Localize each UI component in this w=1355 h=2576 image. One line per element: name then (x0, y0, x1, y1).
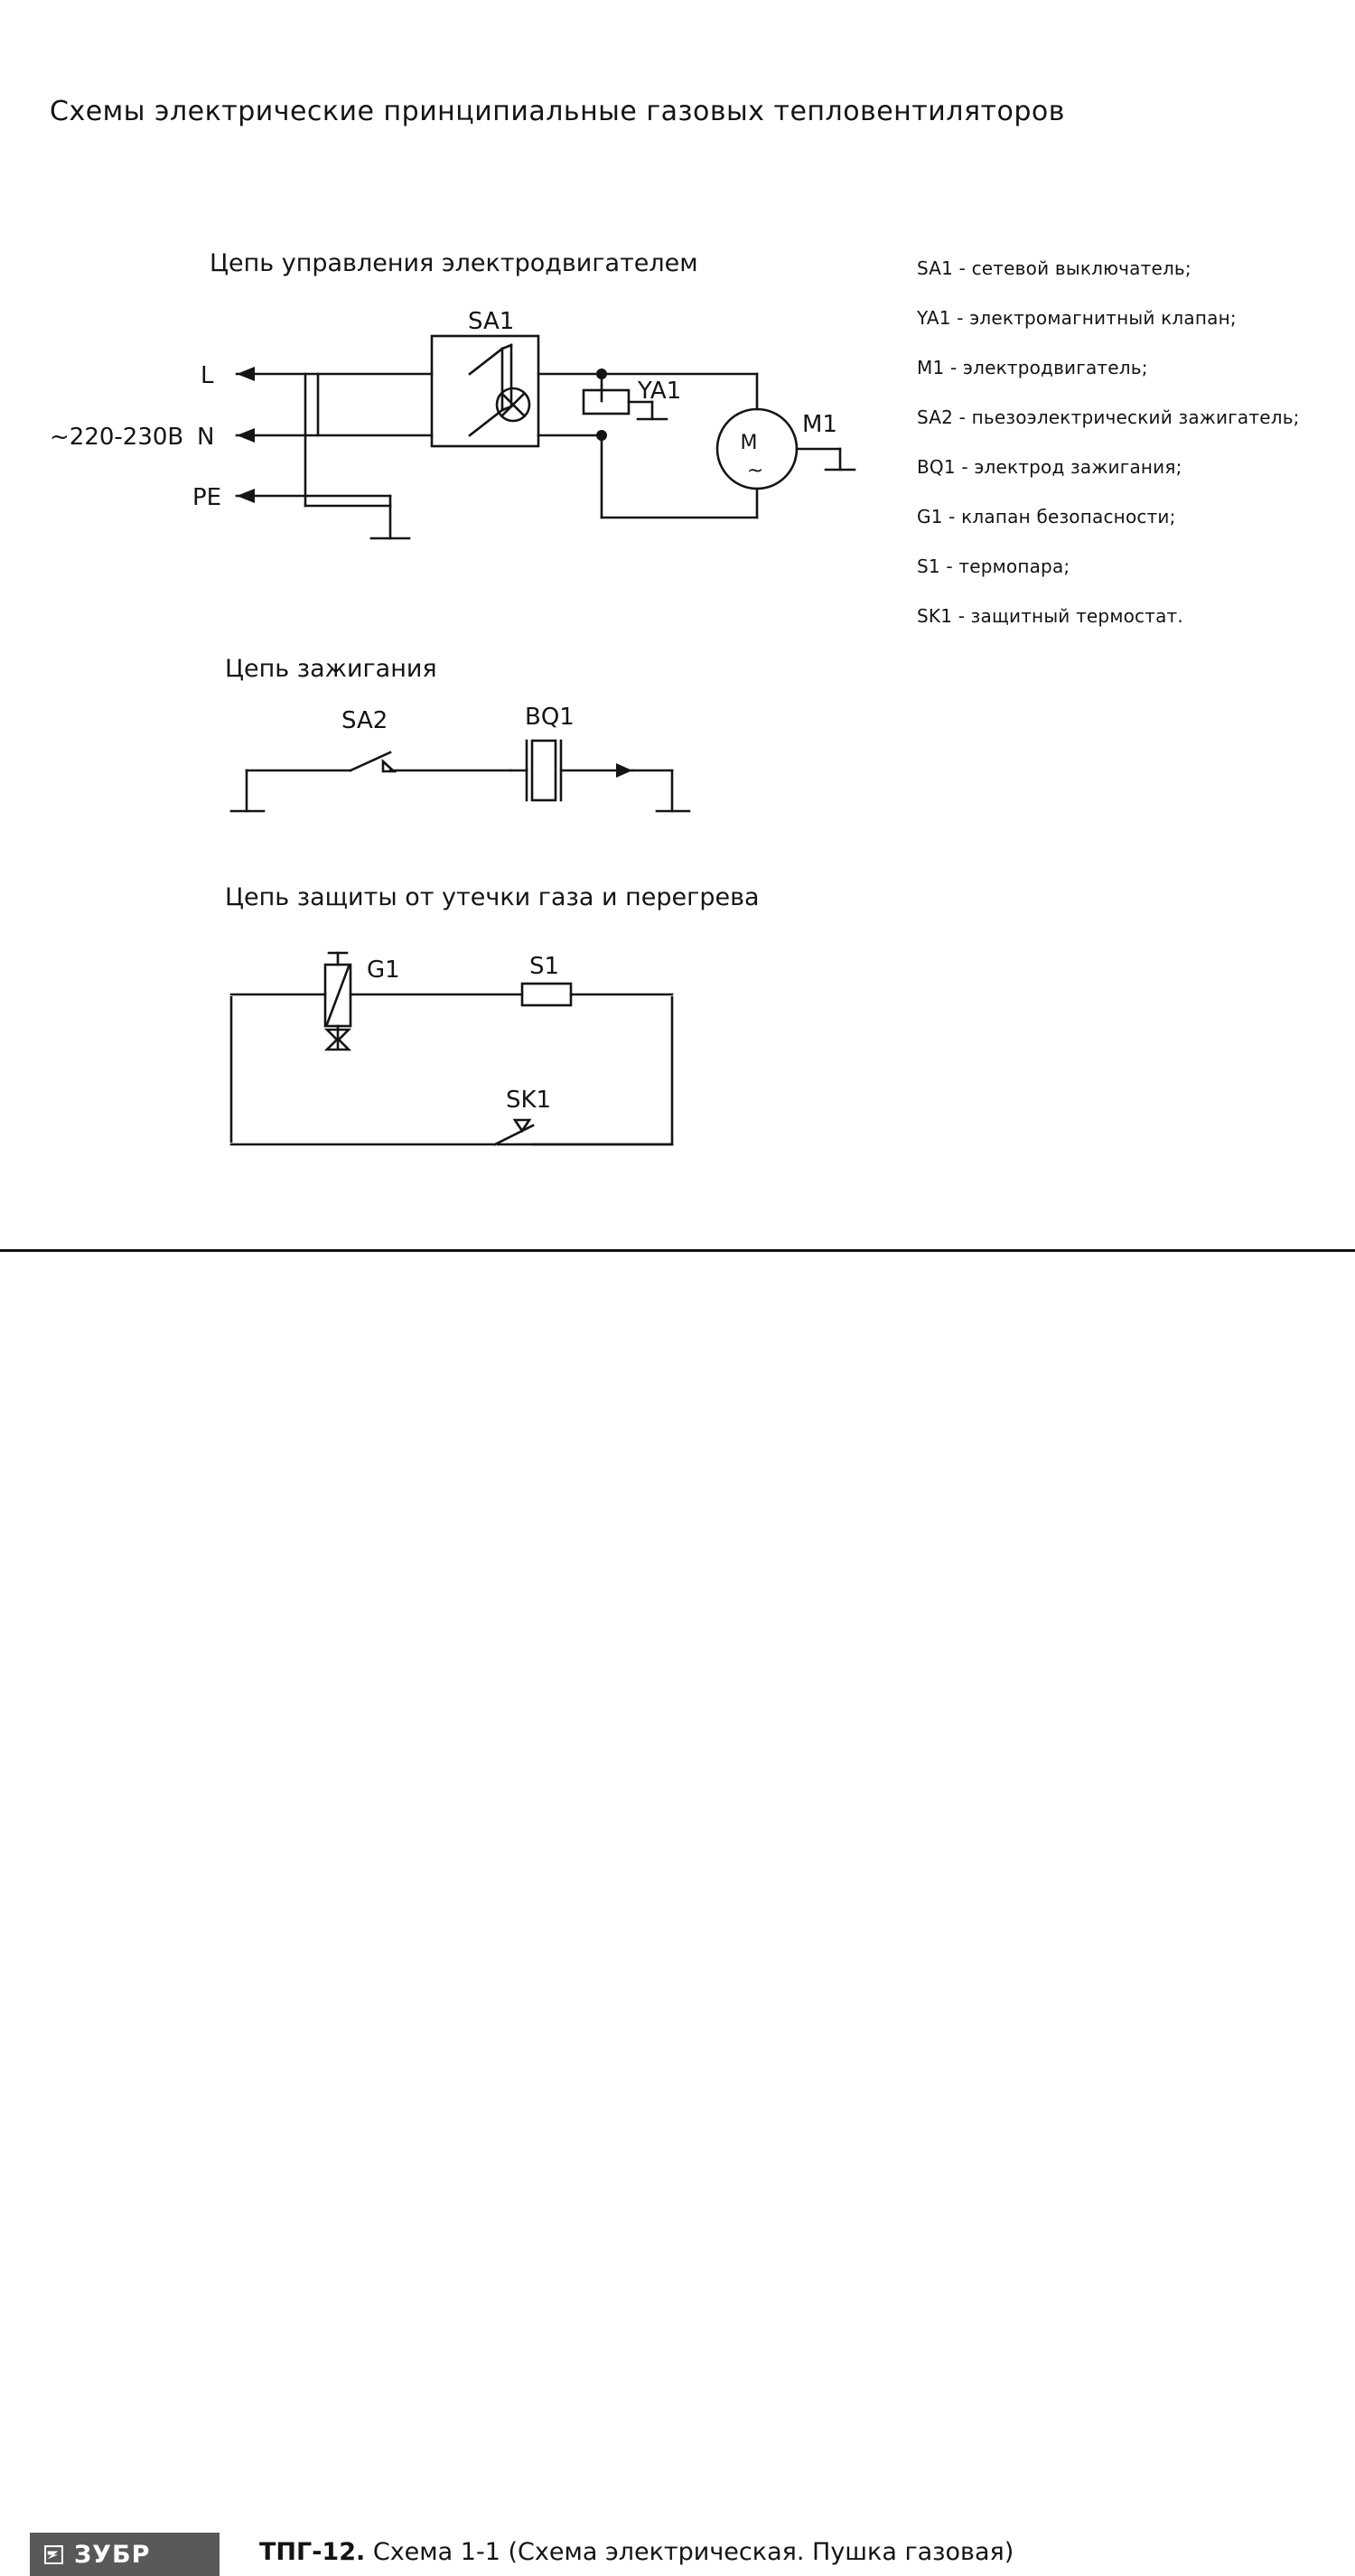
label-sk1: SK1 (506, 1087, 552, 1114)
legend-item-sa1: SA1 - сетевой выключатель; (917, 257, 1191, 279)
legend-item-m1: M1 - электродвигатель; (917, 357, 1148, 378)
label-motor-symbol-ac: ~ (746, 460, 764, 482)
footer-description: Схема 1-1 (Схема электрическая. Пушка газовая) (365, 2538, 1014, 2566)
label-m1: M1 (802, 411, 837, 438)
label-terminal-L: L (201, 362, 214, 389)
page-title: Схемы электрические принципиальные газовых тепловентиляторов (50, 96, 1065, 127)
arrow-N (237, 428, 255, 443)
switch-linkage-3 (502, 345, 511, 349)
legend (917, 257, 1341, 655)
protection-loop (231, 994, 672, 1144)
label-sa1: SA1 (468, 308, 515, 335)
footer-caption (259, 2538, 1014, 2566)
section-title-ignition: Цепь зажигания (225, 655, 437, 683)
section-title-motor-control: Цепь управления электродвигателем (210, 249, 698, 277)
label-sa2: SA2 (341, 707, 388, 734)
arrow-L (237, 367, 255, 381)
label-supply-voltage: ~220-230В (50, 424, 184, 451)
legend-item-s1: S1 - термопара; (917, 555, 1070, 577)
label-terminal-PE: PE (192, 484, 222, 511)
label-s1: S1 (529, 953, 560, 980)
brand-name: ЗУБР (74, 2540, 151, 2569)
bq1-body (532, 741, 556, 800)
arrow-spark (616, 763, 632, 778)
arrow-PE (237, 489, 255, 503)
legend-item-sa2: SA2 - пьезоэлектрический зажигатель; (917, 406, 1300, 428)
legend-item-g1: G1 - клапан безопасности; (917, 506, 1176, 527)
zubr-logo-icon (42, 2543, 66, 2567)
label-g1: G1 (367, 957, 400, 984)
legend-item-bq1: BQ1 - электрод зажигания; (917, 456, 1182, 478)
label-motor-symbol-m: M (740, 432, 758, 454)
footer-model: ТПГ-12. (259, 2538, 366, 2566)
legend-item-ya1: YA1 - электромагнитный клапан; (917, 307, 1237, 329)
footer (0, 1252, 1355, 2569)
switch-blade-2 (470, 410, 502, 435)
switch-blade-1 (470, 349, 502, 374)
coil-ya1 (584, 390, 629, 414)
switch-blade-sk1 (495, 1125, 533, 1144)
legend-item-sk1: SK1 - защитный термостат. (917, 605, 1183, 627)
label-bq1: BQ1 (525, 704, 575, 731)
label-ya1: YA1 (638, 378, 682, 405)
label-terminal-N: N (197, 424, 215, 451)
section-title-protection: Цепь защиты от утечки газа и перегрева (225, 883, 760, 911)
brand-badge (30, 2533, 220, 2576)
